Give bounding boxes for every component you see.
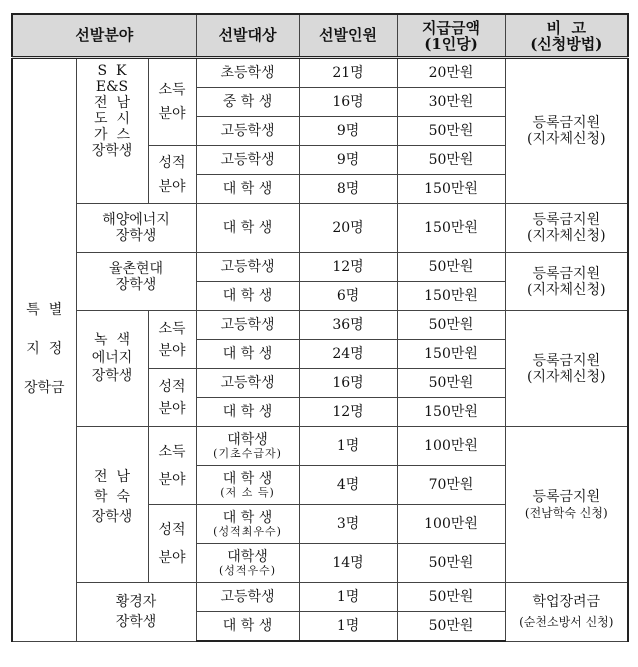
- jeonnam-name-line1: 전 남: [94, 469, 130, 485]
- count-cell: 14명: [299, 544, 397, 583]
- note-line2: (지자체신청): [527, 228, 606, 244]
- amount-cell: 70만원: [397, 466, 505, 505]
- green-note-cell: [505, 311, 628, 427]
- yulchon-note-cell: [505, 253, 628, 311]
- sk-name-line: 가 스: [94, 127, 130, 143]
- hwang-name-cell: [76, 583, 196, 642]
- target-sub: (성적최우수): [213, 525, 282, 538]
- count-cell: 21명: [299, 58, 397, 88]
- target-cell: 초등학생: [196, 58, 299, 88]
- count-cell: 1명: [299, 612, 397, 642]
- jeonnam-income-label: 소득 분야: [148, 427, 196, 505]
- target-cell: 대 학 생: [196, 175, 299, 204]
- jeonnam-merit-label: 성적 분야: [148, 505, 196, 583]
- target-cell: [196, 505, 299, 544]
- note-line1: 등록금지원: [532, 488, 601, 505]
- sk-name-line: 장학생: [91, 143, 133, 159]
- count-cell: 6명: [299, 282, 397, 311]
- target-main: 대 학 생: [222, 471, 273, 487]
- table-row: [12, 311, 628, 340]
- amount-cell: 50만원: [397, 583, 505, 612]
- haeyang-name-line2: 장학생: [115, 228, 157, 244]
- target-cell: 대 학 생: [196, 398, 299, 427]
- target-cell: 고등학생: [196, 253, 299, 282]
- header-note-line1: 비 고: [546, 18, 586, 37]
- amount-cell: 150만원: [397, 175, 505, 204]
- target-cell: 대 학 생: [196, 282, 299, 311]
- green-name-line3: 장학생: [91, 368, 133, 384]
- note-line1: 등록금지원: [532, 115, 601, 131]
- amount-cell: 150만원: [397, 282, 505, 311]
- amount-cell: 100만원: [397, 427, 505, 466]
- note-line2: (지자체신청): [527, 368, 606, 385]
- note-line1: 등록금지원: [532, 352, 601, 369]
- header-amount: [397, 14, 505, 58]
- target-cell: 고등학생: [196, 583, 299, 612]
- header-target: 선발대상: [196, 14, 299, 58]
- hwang-name-line1: 황경자: [115, 593, 157, 610]
- category-line2: 지 정: [26, 341, 63, 358]
- jeonnam-name-cell: [76, 427, 148, 583]
- count-cell: 12명: [299, 398, 397, 427]
- target-sub: (저 소 득): [220, 486, 275, 499]
- green-name-cell: [76, 311, 148, 427]
- target-cell: [196, 466, 299, 505]
- table-row: [12, 204, 628, 253]
- amount-cell: 50만원: [397, 311, 505, 340]
- sk-income-label: 소득 분야: [148, 58, 196, 146]
- haeyang-name-cell: [76, 204, 196, 253]
- amount-cell: 150만원: [397, 340, 505, 369]
- yulchon-name-line2: 장학생: [115, 277, 157, 293]
- note-line1: 등록금지원: [532, 265, 601, 282]
- header-amount-line1: 지급금액: [422, 18, 481, 37]
- sk-name-line: 전 남: [94, 95, 130, 111]
- table-row: [12, 583, 628, 612]
- amount-cell: 50만원: [397, 544, 505, 583]
- count-cell: 9명: [299, 117, 397, 146]
- amount-cell: 50만원: [397, 369, 505, 398]
- yulchon-name-cell: [76, 253, 196, 311]
- jeonnam-note-cell: [505, 427, 628, 583]
- green-merit-label: 성적 분야: [148, 369, 196, 427]
- target-sub: (기초수급자): [213, 447, 282, 460]
- target-cell: [196, 427, 299, 466]
- note-line2: (지자체신청): [527, 281, 606, 298]
- count-cell: 8명: [299, 175, 397, 204]
- target-cell: 대 학 생: [196, 340, 299, 369]
- header-note: [505, 14, 628, 58]
- amount-cell: 100만원: [397, 505, 505, 544]
- header-note-line2: (신청방법): [530, 34, 603, 53]
- count-cell: 3명: [299, 505, 397, 544]
- note-line2: (전남학숙 신청): [524, 505, 608, 520]
- count-cell: 9명: [299, 146, 397, 175]
- sk-note-cell: [505, 58, 628, 204]
- category-line1: 특 별: [26, 302, 63, 319]
- target-cell: 고등학생: [196, 146, 299, 175]
- sk-name-line: S K: [97, 63, 127, 79]
- scholarship-table-wrapper: [11, 13, 627, 642]
- amount-cell: 150만원: [397, 204, 505, 253]
- yulchon-name-line1: 율촌현대: [108, 261, 164, 277]
- amount-cell: 20만원: [397, 58, 505, 88]
- target-main: 대학생: [227, 549, 268, 565]
- amount-cell: 50만원: [397, 117, 505, 146]
- amount-cell: 150만원: [397, 398, 505, 427]
- sk-name-line: 도 시: [94, 111, 130, 127]
- hwang-note-cell: [505, 583, 628, 642]
- header-count: 선발인원: [299, 14, 397, 58]
- scholarship-table: [11, 13, 629, 642]
- target-cell: 중 학 생: [196, 88, 299, 117]
- target-cell: 고등학생: [196, 117, 299, 146]
- green-income-label: 소득 분야: [148, 311, 196, 369]
- target-main: 대학생: [227, 432, 268, 448]
- category-line3: 장학금: [23, 380, 65, 397]
- target-cell: 대 학 생: [196, 612, 299, 642]
- count-cell: 12명: [299, 253, 397, 282]
- category-cell: [12, 58, 76, 642]
- table-row: [12, 427, 628, 466]
- green-name-line1: 녹 색: [94, 332, 130, 348]
- target-cell: 대 학 생: [196, 204, 299, 253]
- note-line1: 등록금지원: [532, 212, 601, 228]
- jeonnam-name-line2: 학 숙: [94, 489, 130, 505]
- target-cell: [196, 544, 299, 583]
- note-line2: (지자체신청): [527, 131, 606, 147]
- target-cell: 고등학생: [196, 311, 299, 340]
- note-line1: 학업장려금: [532, 593, 601, 610]
- jeonnam-name-line3: 장학생: [91, 509, 133, 525]
- amount-cell: 50만원: [397, 146, 505, 175]
- sk-name-line: E&S: [95, 79, 129, 95]
- target-main: 대 학 생: [222, 510, 273, 526]
- amount-cell: 30만원: [397, 88, 505, 117]
- count-cell: 24명: [299, 340, 397, 369]
- count-cell: 4명: [299, 466, 397, 505]
- table-row: [12, 58, 628, 88]
- count-cell: 1명: [299, 583, 397, 612]
- amount-cell: 50만원: [397, 612, 505, 642]
- header-amount-line2: (1인당): [424, 34, 478, 53]
- count-cell: 16명: [299, 88, 397, 117]
- count-cell: 1명: [299, 427, 397, 466]
- header-row: [12, 14, 628, 58]
- header-field: 선발분야: [12, 14, 196, 58]
- sk-merit-label: 성적 분야: [148, 146, 196, 204]
- count-cell: 20명: [299, 204, 397, 253]
- green-name-line2: 에너지: [91, 350, 133, 366]
- count-cell: 36명: [299, 311, 397, 340]
- amount-cell: 50만원: [397, 253, 505, 282]
- target-cell: 고등학생: [196, 369, 299, 398]
- note-line2: (순천소방서 신청): [519, 614, 614, 629]
- sk-name-cell: [76, 58, 148, 204]
- haeyang-note-cell: [505, 204, 628, 253]
- haeyang-name-line1: 해양에너지: [102, 212, 170, 228]
- hwang-name-line2: 장학생: [115, 613, 157, 630]
- target-sub: (성적우수): [218, 564, 277, 577]
- table-row: [12, 253, 628, 282]
- count-cell: 16명: [299, 369, 397, 398]
